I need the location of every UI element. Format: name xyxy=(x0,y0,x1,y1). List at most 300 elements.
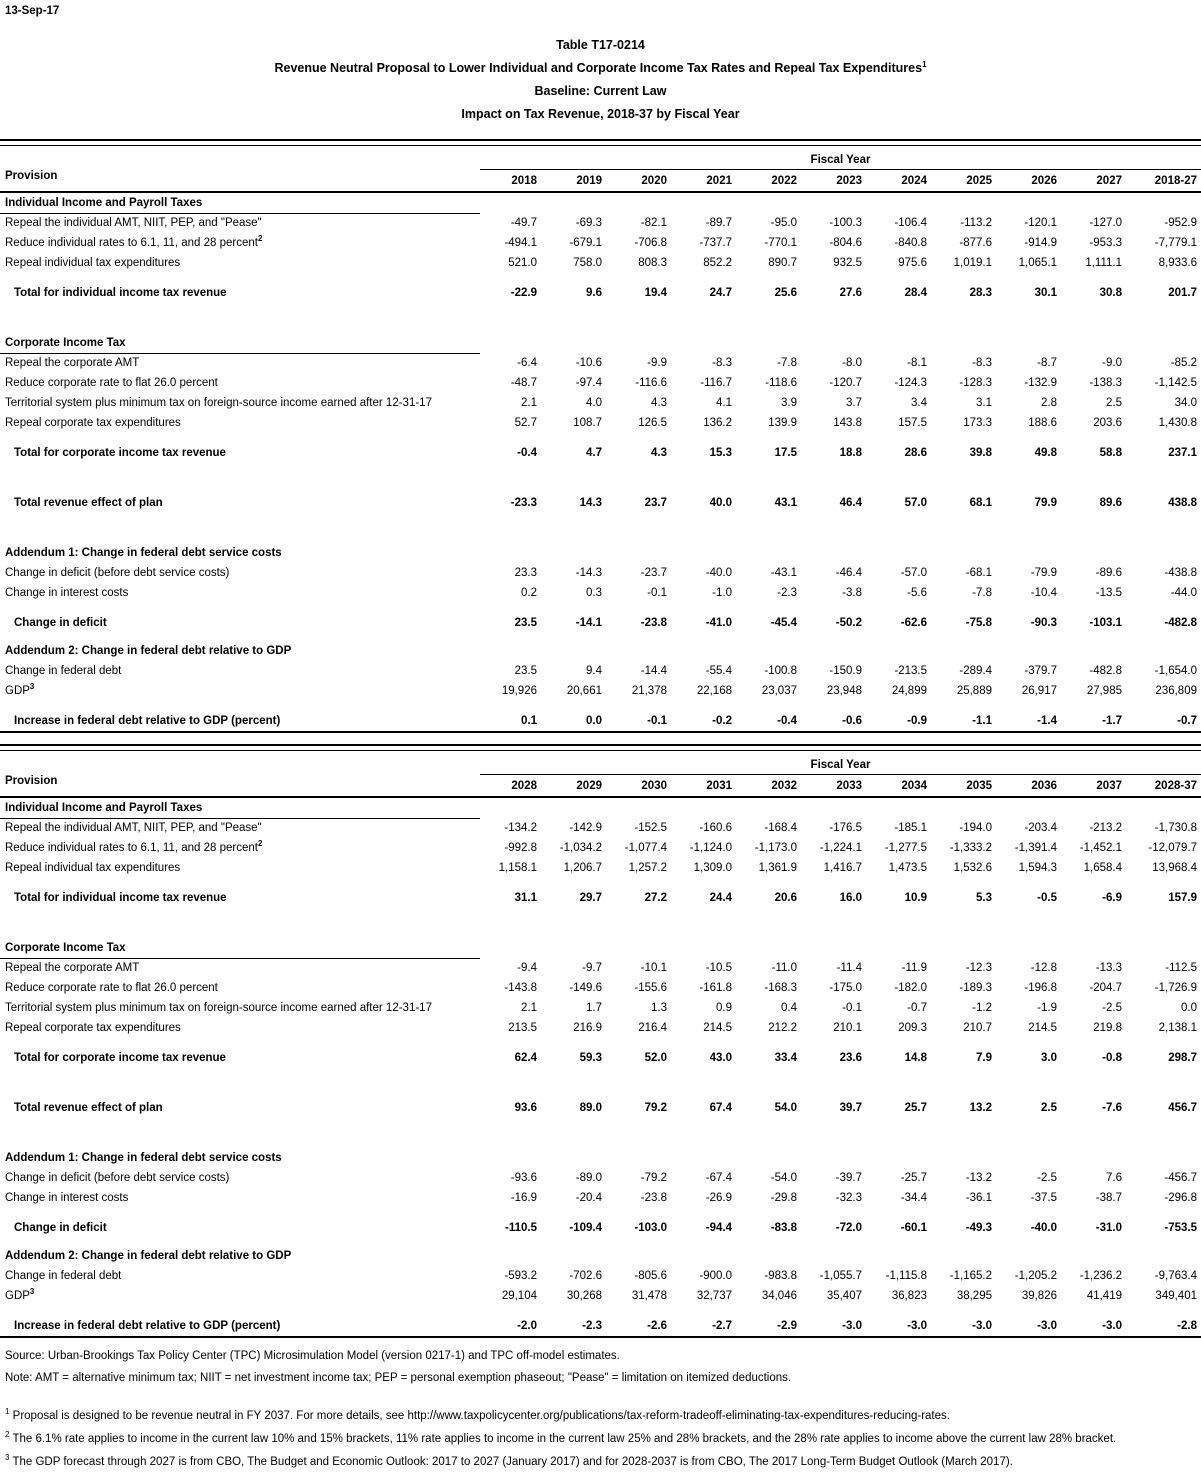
value-cell: 41,419 xyxy=(1086,1290,1122,1302)
value-cell: -9,763.4 xyxy=(1154,1270,1197,1282)
value-cell: 20,661 xyxy=(566,685,602,697)
value-cell: 25.6 xyxy=(774,287,797,299)
row-spacer xyxy=(0,303,1201,333)
value-cell: -89.7 xyxy=(705,217,732,229)
value-cell: 136.2 xyxy=(703,417,732,429)
value-cell: -100.3 xyxy=(829,217,862,229)
value-cell: 10.9 xyxy=(904,892,927,904)
between-tables-gap xyxy=(0,733,1201,744)
value-cell: -12.8 xyxy=(1030,962,1057,974)
value-cell: -143.8 xyxy=(504,982,537,994)
row-spacer xyxy=(0,1118,1201,1148)
row-spacer xyxy=(0,1306,1201,1316)
label-text: Change in federal debt xyxy=(5,1270,122,1282)
value-cell: -182.0 xyxy=(894,982,927,994)
row-spacer xyxy=(0,513,1201,543)
value-cell: 25,889 xyxy=(956,685,992,697)
value-cell: -109.4 xyxy=(569,1222,602,1234)
value-cell: -8.0 xyxy=(842,357,862,369)
row-spacer xyxy=(0,633,1201,641)
value-cell: 28.6 xyxy=(904,447,927,459)
year-column-header: 2035 xyxy=(966,780,992,792)
row-label xyxy=(0,958,480,978)
value-cell: -39.7 xyxy=(835,1172,862,1184)
value-cell: -983.8 xyxy=(764,1270,797,1282)
value-cell: 3.9 xyxy=(781,397,797,409)
label-text: Reduce corporate rate to flat 26.0 percent xyxy=(5,377,218,389)
value-cell: 4.7 xyxy=(586,447,602,459)
table-row xyxy=(0,661,1201,681)
value-cell: 1,257.2 xyxy=(628,862,667,874)
row-label xyxy=(0,583,480,603)
value-cell: 890.7 xyxy=(768,257,797,269)
row-label xyxy=(0,998,480,1018)
value-cell: -900.0 xyxy=(699,1270,732,1282)
value-cell: -289.4 xyxy=(959,665,992,677)
footnotes-block xyxy=(5,1405,1201,1474)
value-cell: -128.3 xyxy=(959,377,992,389)
row-spacer xyxy=(0,463,1201,493)
value-cell: 29,104 xyxy=(501,1290,537,1302)
year-column-header: 2021 xyxy=(706,175,732,187)
value-cell: -22.9 xyxy=(510,287,537,299)
value-cell: -2.3 xyxy=(777,587,797,599)
value-cell: 126.5 xyxy=(638,417,667,429)
value-cell: -68.1 xyxy=(965,567,992,579)
value-cell: -8.1 xyxy=(907,357,927,369)
label-text: GDP xyxy=(5,1290,30,1302)
value-cell: -72.0 xyxy=(835,1222,862,1234)
value-cell: -2.3 xyxy=(582,1320,602,1332)
value-cell: -1.7 xyxy=(1102,715,1122,727)
value-cell: 3.4 xyxy=(911,397,927,409)
value-cell: 1,532.6 xyxy=(953,862,992,874)
value-cell: 7.6 xyxy=(1106,1172,1122,1184)
label-text: Reduce corporate rate to flat 26.0 percent xyxy=(5,982,218,994)
value-cell: 188.6 xyxy=(1028,417,1057,429)
value-cell: 43.0 xyxy=(709,1052,732,1064)
total-row xyxy=(0,888,1201,908)
label-text: Total for individual income tax revenue xyxy=(14,287,227,299)
row-label xyxy=(0,1188,480,1208)
value-cell: -1,654.0 xyxy=(1154,665,1197,677)
value-cell: -26.9 xyxy=(705,1192,732,1204)
value-cell: -16.9 xyxy=(510,1192,537,1204)
section-header-row xyxy=(0,333,1201,353)
value-cell: 3.1 xyxy=(976,397,992,409)
year-column-header: 2034 xyxy=(901,780,927,792)
total-label xyxy=(0,283,480,303)
table-header xyxy=(0,751,1201,798)
value-cell: 1,158.1 xyxy=(498,862,537,874)
value-cell: -44.0 xyxy=(1170,587,1197,599)
value-cell: -55.4 xyxy=(705,665,732,677)
row-spacer xyxy=(0,908,1201,938)
value-cell: 3.0 xyxy=(1041,1052,1057,1064)
row-spacer xyxy=(0,273,1201,283)
value-cell: -118.6 xyxy=(765,377,797,389)
value-cell: -60.1 xyxy=(900,1222,927,1234)
source-note: Source: Urban-Brookings Tax Policy Center (TPC) Microsimulation Model (version 0217-1) and TPC off-model estimates. xyxy=(5,1350,620,1362)
value-cell: 0.1 xyxy=(521,715,537,727)
value-cell: -120.1 xyxy=(1024,217,1057,229)
year-column-header: 2029 xyxy=(576,780,602,792)
value-cell: 438.8 xyxy=(1168,497,1197,509)
label-text: GDP xyxy=(5,685,30,697)
value-cell: -185.1 xyxy=(894,822,927,834)
value-cell: -38.7 xyxy=(1095,1192,1122,1204)
section-header-row xyxy=(0,1246,1201,1266)
value-cell: 1,065.1 xyxy=(1018,257,1057,269)
value-cell: -953.3 xyxy=(1089,237,1122,249)
label-text: Addendum 2: Change in federal debt relative to GDP xyxy=(5,1250,292,1262)
table-row xyxy=(0,213,1201,233)
value-cell: -12.3 xyxy=(965,962,992,974)
value-cell: 0.4 xyxy=(781,1002,797,1014)
section-header-row xyxy=(0,543,1201,563)
fiscal-table xyxy=(0,744,1201,1336)
value-cell: 1,206.7 xyxy=(563,862,602,874)
year-column-header: 2018-27 xyxy=(1154,175,1197,187)
label-text: Total for corporate income tax revenue xyxy=(14,447,226,459)
value-cell: -1,730.8 xyxy=(1154,822,1197,834)
value-cell: -14.3 xyxy=(575,567,602,579)
value-cell: -168.3 xyxy=(764,982,797,994)
value-cell: -494.1 xyxy=(504,237,537,249)
row-spacer xyxy=(0,1038,1201,1048)
value-cell: 21,378 xyxy=(631,685,667,697)
value-cell: 49.8 xyxy=(1034,447,1057,459)
section-header-row xyxy=(0,641,1201,661)
value-cell: -1,077.4 xyxy=(624,842,667,854)
year-column-header: 2033 xyxy=(836,780,862,792)
value-cell: -124.3 xyxy=(894,377,927,389)
value-cell: 1,416.7 xyxy=(823,862,862,874)
value-cell: -1,452.1 xyxy=(1079,842,1122,854)
value-cell: -9.4 xyxy=(517,962,537,974)
value-cell: 212.2 xyxy=(768,1022,797,1034)
provision-column-header: Provision xyxy=(5,775,58,787)
value-cell: 57.0 xyxy=(904,497,927,509)
year-column-header: 2023 xyxy=(836,175,862,187)
table-row xyxy=(0,998,1201,1018)
label-text: Increase in federal debt relative to GDP (percent) xyxy=(14,715,281,727)
value-cell: -25.7 xyxy=(900,1172,927,1184)
year-column-header: 2027 xyxy=(1096,175,1122,187)
value-cell: -0.1 xyxy=(647,715,667,727)
value-cell: -8.7 xyxy=(1037,357,1057,369)
value-cell: -1,034.2 xyxy=(559,842,602,854)
value-cell: -46.4 xyxy=(835,567,862,579)
label-text: Repeal corporate tax expenditures xyxy=(5,1022,181,1034)
value-cell: -150.9 xyxy=(829,665,862,677)
value-cell: -840.8 xyxy=(894,237,927,249)
table-row xyxy=(0,1168,1201,1188)
section-label xyxy=(0,1246,480,1266)
value-cell: 20.6 xyxy=(774,892,797,904)
value-cell: 32,737 xyxy=(696,1290,732,1302)
value-cell: 52.0 xyxy=(644,1052,667,1064)
value-cell: -1.1 xyxy=(972,715,992,727)
value-cell: -175.0 xyxy=(829,982,862,994)
value-cell: -12,079.7 xyxy=(1148,842,1197,854)
value-cell: -29.8 xyxy=(770,1192,797,1204)
value-cell: -2.7 xyxy=(712,1320,732,1332)
row-label xyxy=(0,978,480,998)
value-cell: 216.4 xyxy=(638,1022,667,1034)
value-cell: -82.1 xyxy=(640,217,667,229)
value-cell: 23.5 xyxy=(514,617,537,629)
main-title-text: Revenue Neutral Proposal to Lower Individual and Corporate Income Tax Rates and Repeal Tax Expenditures xyxy=(274,61,923,75)
value-cell: 237.1 xyxy=(1168,447,1197,459)
year-column-header: 2031 xyxy=(706,780,732,792)
table-top-rule xyxy=(0,744,1201,751)
value-cell: -176.5 xyxy=(829,822,862,834)
value-cell: -13.3 xyxy=(1095,962,1122,974)
footnote-text: The 6.1% rate applies to income in the current law 10% and 15% brackets, 11% rate applies to income in the current law 25% and 28% brackets, and the 28% rate applies to income above the current law 28% bracket. xyxy=(9,1433,1117,1445)
value-cell: -482.8 xyxy=(1164,617,1197,629)
table-row xyxy=(0,838,1201,858)
footnote-marker: 3 xyxy=(5,1453,10,1463)
value-cell: -679.1 xyxy=(569,237,602,249)
label-text: Territorial system plus minimum tax on foreign-source income earned after 12-31-17 xyxy=(5,397,432,409)
table-row xyxy=(0,818,1201,838)
table-header xyxy=(0,146,1201,193)
section-header-row xyxy=(0,938,1201,958)
main-title xyxy=(0,57,1201,80)
value-cell: -149.6 xyxy=(569,982,602,994)
value-cell: 38,295 xyxy=(956,1290,992,1302)
value-cell: 24.4 xyxy=(709,892,732,904)
year-column-header: 2028-37 xyxy=(1154,780,1197,792)
fiscal-table xyxy=(0,139,1201,733)
value-cell: -3.0 xyxy=(907,1320,927,1332)
value-cell: 1,111.1 xyxy=(1085,257,1122,269)
value-cell: -11.4 xyxy=(836,962,862,974)
value-cell: 1,309.0 xyxy=(693,862,732,874)
value-cell: -0.7 xyxy=(907,1002,927,1014)
value-cell: -706.8 xyxy=(634,237,667,249)
table-row xyxy=(0,958,1201,978)
value-cell: -1,173.0 xyxy=(754,842,797,854)
value-cell: 89.6 xyxy=(1099,497,1122,509)
value-cell: 1,019.1 xyxy=(953,257,992,269)
label-text: Addendum 2: Change in federal debt relative to GDP xyxy=(5,645,292,657)
table-row xyxy=(0,858,1201,878)
row-label xyxy=(0,838,480,858)
value-cell: 28.3 xyxy=(969,287,992,299)
value-cell: 157.9 xyxy=(1168,892,1197,904)
value-cell: -0.9 xyxy=(907,715,927,727)
footnote-marker: 3 xyxy=(29,682,35,692)
value-cell: 43.1 xyxy=(774,497,797,509)
value-cell: 58.8 xyxy=(1099,447,1122,459)
value-cell: 2.1 xyxy=(521,1002,537,1014)
value-cell: 79.9 xyxy=(1034,497,1057,509)
value-cell: -14.1 xyxy=(575,617,602,629)
value-cell: -95.0 xyxy=(770,217,797,229)
table-row xyxy=(0,393,1201,413)
value-cell: -10.4 xyxy=(1030,587,1057,599)
row-spacer xyxy=(0,701,1201,711)
value-cell: -103.0 xyxy=(634,1222,667,1234)
value-cell: -438.8 xyxy=(1164,567,1197,579)
total-row xyxy=(0,443,1201,463)
value-cell: -54.0 xyxy=(770,1172,797,1184)
value-cell: 23,948 xyxy=(826,685,862,697)
label-text: Total revenue effect of plan xyxy=(14,1102,163,1114)
value-cell: -75.8 xyxy=(965,617,992,629)
label-text: Change in interest costs xyxy=(5,1192,129,1204)
value-cell: -112.5 xyxy=(1165,962,1197,974)
total-label xyxy=(0,493,480,513)
value-cell: 39,826 xyxy=(1021,1290,1057,1302)
row-label xyxy=(0,253,480,273)
value-cell: -1.9 xyxy=(1037,1002,1057,1014)
label-text: Corporate Income Tax xyxy=(5,337,126,349)
value-cell: -138.3 xyxy=(1089,377,1122,389)
footnote-line xyxy=(5,1451,1201,1474)
value-cell: 34,046 xyxy=(761,1290,797,1302)
label-text: Change in deficit (before debt service costs) xyxy=(5,1172,230,1184)
table-row xyxy=(0,681,1201,701)
baseline-title: Baseline: Current Law xyxy=(534,84,667,98)
value-cell: 24.7 xyxy=(709,287,732,299)
table-row xyxy=(0,353,1201,373)
value-cell: -57.0 xyxy=(900,567,927,579)
value-cell: -456.7 xyxy=(1164,1172,1197,1184)
label-text: Addendum 1: Change in federal debt service costs xyxy=(5,1152,282,1164)
value-cell: -23.8 xyxy=(640,1192,667,1204)
value-cell: 143.8 xyxy=(833,417,862,429)
value-cell: -6.9 xyxy=(1102,892,1122,904)
row-label xyxy=(0,393,480,413)
value-cell: 23.3 xyxy=(514,567,537,579)
value-cell: -14.4 xyxy=(640,665,667,677)
table-number-title: Table T17-0214 xyxy=(556,38,645,52)
value-cell: 26,917 xyxy=(1021,685,1057,697)
value-cell: 54.0 xyxy=(774,1102,797,1114)
value-cell: -103.1 xyxy=(1089,617,1122,629)
value-cell: 29.7 xyxy=(579,892,602,904)
value-cell: -32.3 xyxy=(835,1192,862,1204)
value-cell: -0.7 xyxy=(1177,715,1197,727)
row-label xyxy=(0,1018,480,1038)
section-label xyxy=(0,193,480,214)
label-text: Repeal corporate tax expenditures xyxy=(5,417,181,429)
value-cell: -62.6 xyxy=(900,617,927,629)
value-cell: -23.8 xyxy=(640,617,667,629)
value-cell: 2.5 xyxy=(1041,1102,1057,1114)
value-cell: -89.0 xyxy=(575,1172,602,1184)
value-cell: 1.7 xyxy=(586,1002,602,1014)
total-row xyxy=(0,613,1201,633)
value-cell: -7,779.1 xyxy=(1154,237,1197,249)
value-cell: 19,926 xyxy=(501,685,537,697)
value-cell: 216.9 xyxy=(573,1022,602,1034)
value-cell: -1,165.2 xyxy=(949,1270,992,1282)
footnote-text: The GDP forecast through 2027 is from CBO, The Budget and Economic Outlook: 2017 to 2027 (January 2017) and for 2028-2037 is from CBO, The 2017 Long-Term Budget Outlook (March 2017). xyxy=(9,1456,1013,1468)
value-cell: -0.2 xyxy=(712,715,732,727)
value-cell: 0.0 xyxy=(1181,1002,1197,1014)
row-spacer xyxy=(0,433,1201,443)
year-column-header: 2024 xyxy=(901,175,927,187)
footnote-marker: 1 xyxy=(5,1407,10,1417)
value-cell: 157.5 xyxy=(898,417,927,429)
footnote-text: Proposal is designed to be revenue neutral in FY 2037. For more details, see http://www.taxpolicycenter.org/publications/tax-reform-tradeoff-eliminating-tax-expenditures-reducing-rates. xyxy=(9,1410,950,1422)
value-cell: 1,594.3 xyxy=(1018,862,1057,874)
value-cell: -10.6 xyxy=(575,357,602,369)
label-text: Reduce individual rates to 6.1, 11, and 28 percent xyxy=(5,237,258,249)
total-row xyxy=(0,283,1201,303)
value-cell: -1,115.8 xyxy=(885,1270,927,1282)
value-cell: -0.1 xyxy=(842,1002,862,1014)
value-cell: 2.5 xyxy=(1106,397,1122,409)
value-cell: -49.7 xyxy=(510,217,537,229)
value-cell: -67.4 xyxy=(705,1172,732,1184)
value-cell: -37.5 xyxy=(1030,1192,1057,1204)
table-row xyxy=(0,413,1201,433)
value-cell: 93.6 xyxy=(514,1102,537,1114)
section-label xyxy=(0,938,480,959)
value-cell: 22,168 xyxy=(696,685,732,697)
section-label xyxy=(0,798,480,819)
value-cell: -2.6 xyxy=(647,1320,667,1332)
value-cell: -2.5 xyxy=(1037,1172,1057,1184)
value-cell: -34.4 xyxy=(900,1192,927,1204)
value-cell: -0.6 xyxy=(842,715,862,727)
value-cell: 2,138.1 xyxy=(1158,1022,1197,1034)
value-cell: -1.0 xyxy=(712,587,732,599)
label-text: Addendum 1: Change in federal debt service costs xyxy=(5,547,282,559)
value-cell: 4.1 xyxy=(716,397,732,409)
value-cell: 27,985 xyxy=(1086,685,1122,697)
value-cell: -753.5 xyxy=(1164,1222,1197,1234)
label-text: Total revenue effect of plan xyxy=(14,497,163,509)
row-label xyxy=(0,563,480,583)
value-cell: 5.3 xyxy=(976,892,992,904)
value-cell: -40.0 xyxy=(1030,1222,1057,1234)
value-cell: 932.5 xyxy=(833,257,862,269)
footnote-marker: 2 xyxy=(257,839,263,849)
value-cell: 39.7 xyxy=(839,1102,862,1114)
value-cell: -877.6 xyxy=(959,237,992,249)
value-cell: 852.2 xyxy=(703,257,732,269)
value-cell: -194.0 xyxy=(959,822,992,834)
table-row xyxy=(0,253,1201,273)
value-cell: -152.5 xyxy=(634,822,667,834)
value-cell: -113.2 xyxy=(960,217,992,229)
total-row xyxy=(0,1316,1201,1336)
value-cell: -110.5 xyxy=(505,1222,537,1234)
total-label xyxy=(0,711,480,731)
value-cell: -40.0 xyxy=(705,567,732,579)
total-row xyxy=(0,1048,1201,1068)
value-cell: 0.0 xyxy=(586,715,602,727)
value-cell: -11.0 xyxy=(771,962,797,974)
value-cell: 40.0 xyxy=(709,497,732,509)
value-cell: -7.6 xyxy=(1102,1102,1122,1114)
value-cell: 1,658.4 xyxy=(1083,862,1122,874)
value-cell: -203.4 xyxy=(1024,822,1057,834)
value-cell: -3.0 xyxy=(842,1320,862,1332)
year-column-header: 2030 xyxy=(641,780,667,792)
value-cell: -7.8 xyxy=(972,587,992,599)
value-cell: -1,142.5 xyxy=(1154,377,1197,389)
value-cell: -97.4 xyxy=(575,377,602,389)
value-cell: 31.1 xyxy=(514,892,537,904)
value-cell: 9.4 xyxy=(586,665,602,677)
